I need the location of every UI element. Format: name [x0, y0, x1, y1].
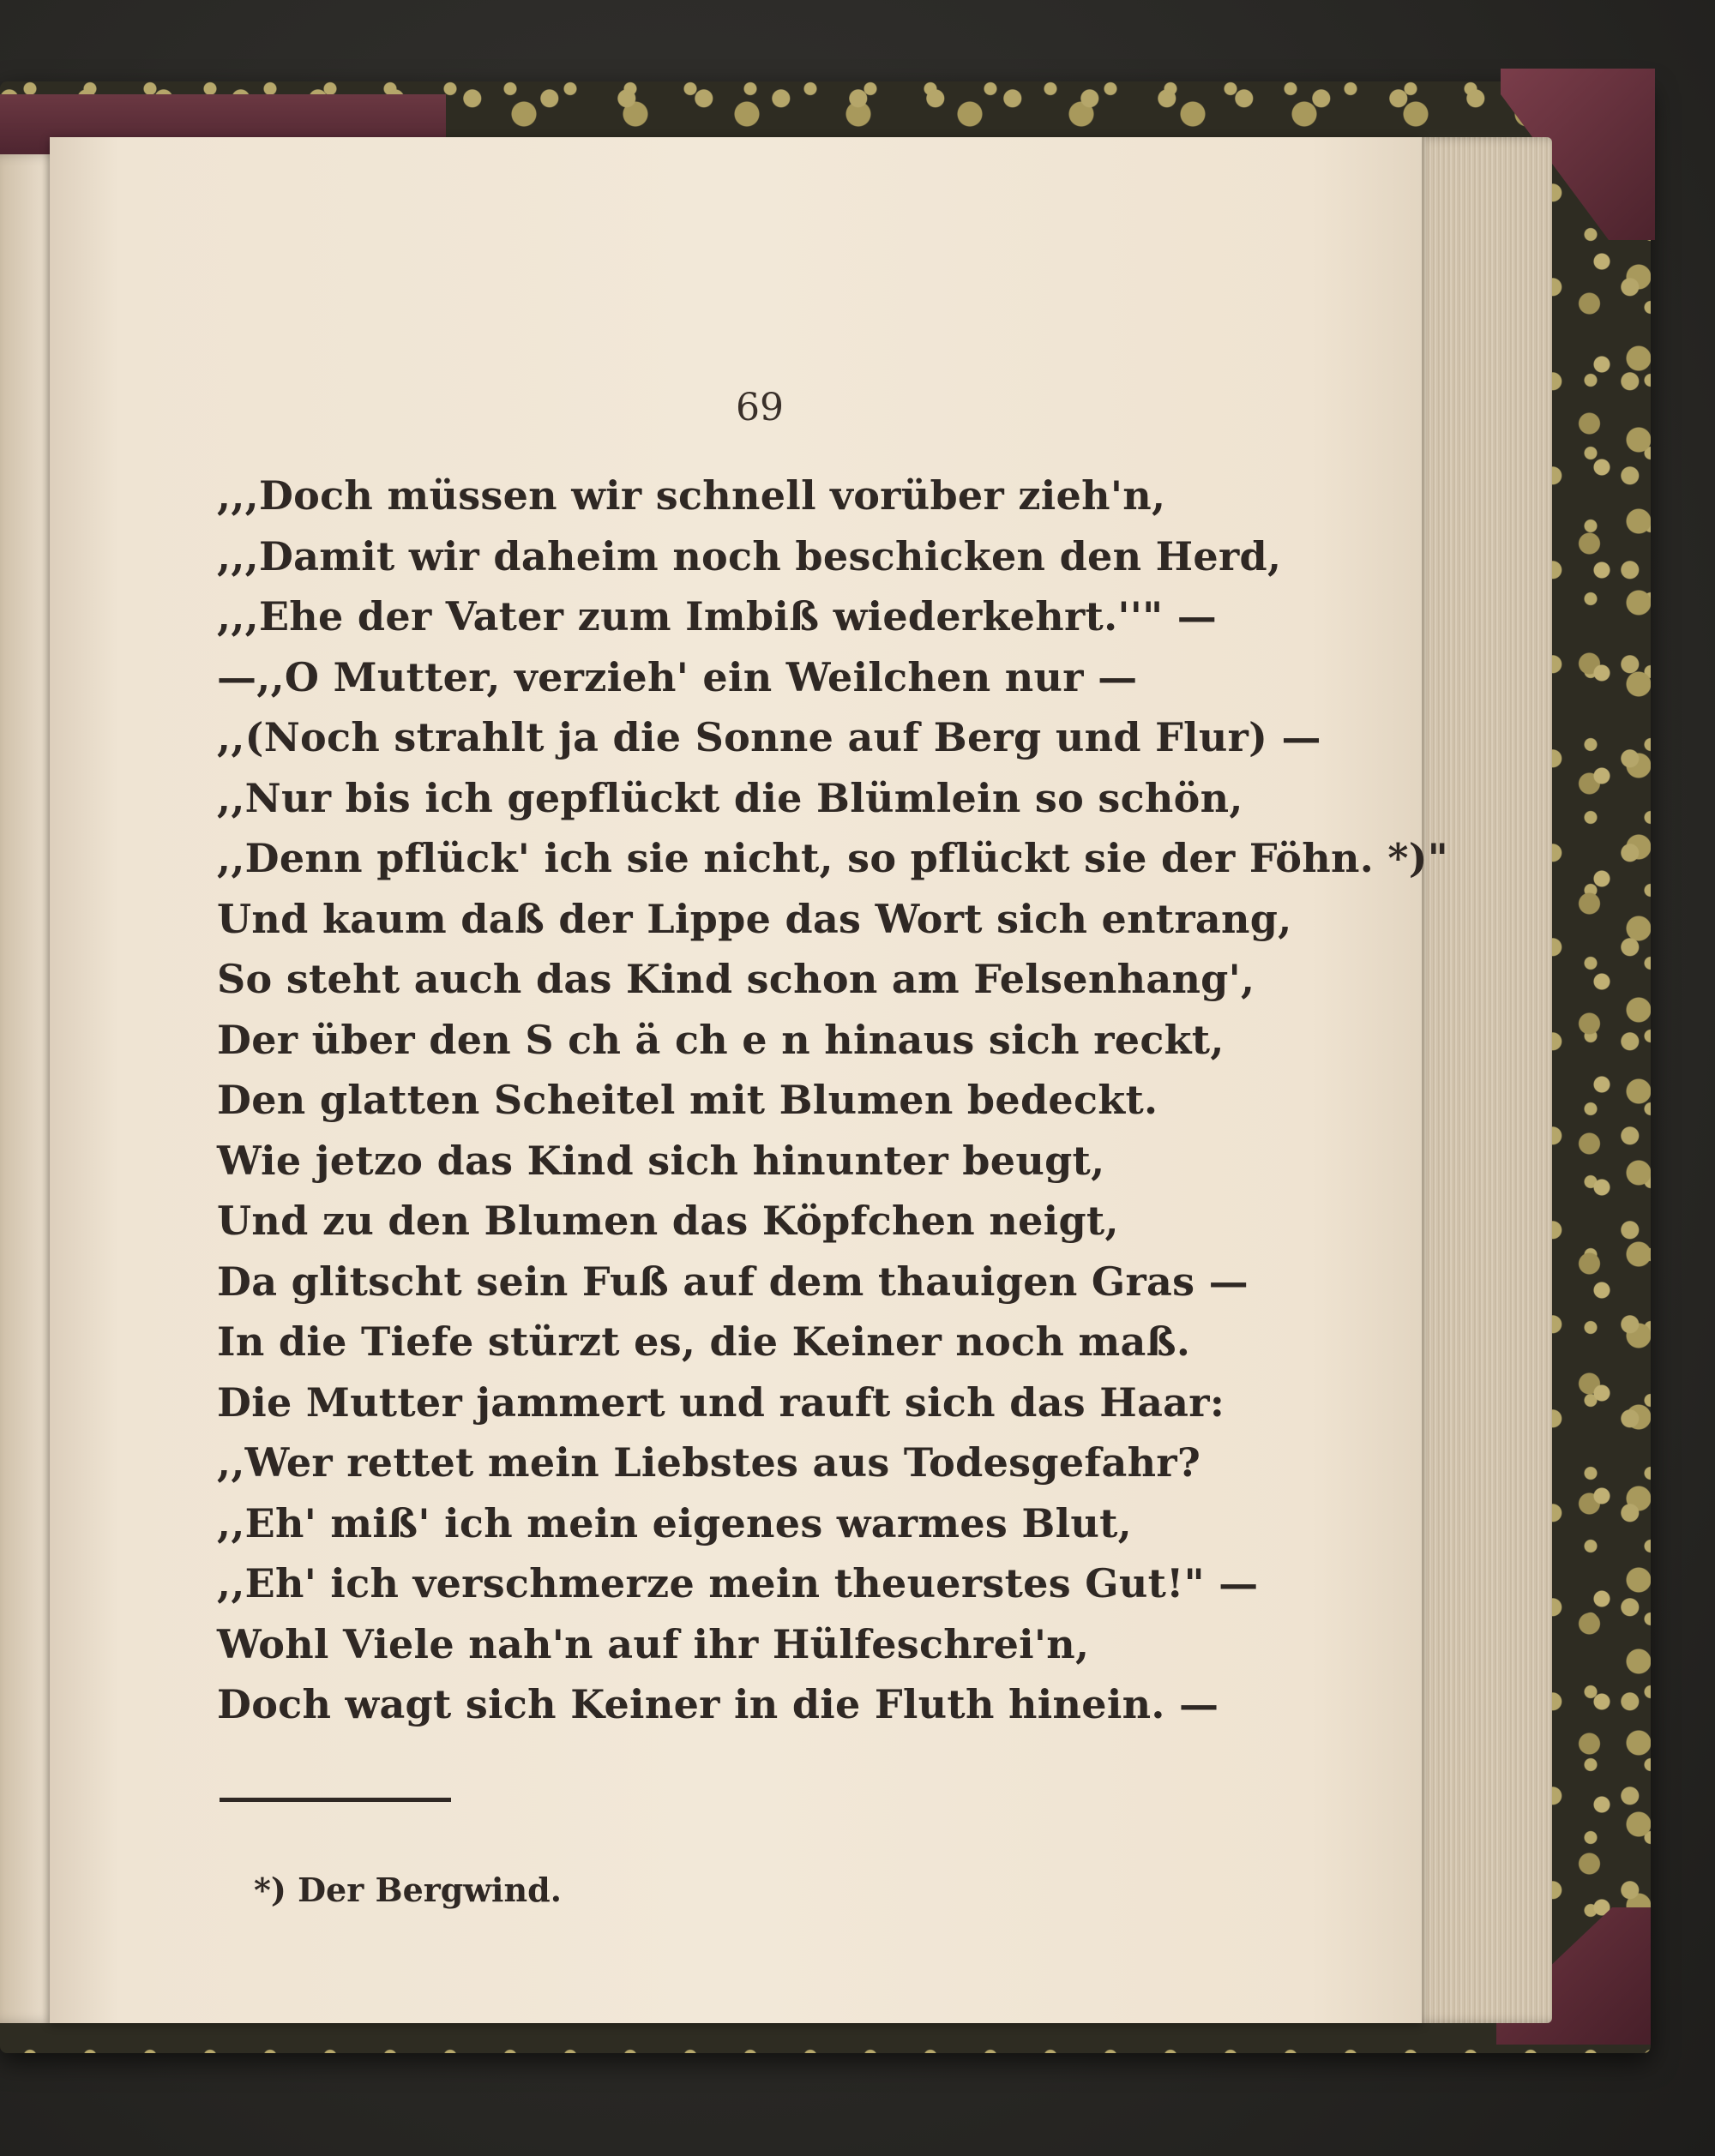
poem-line: ,,(Noch strahlt ja die Sonne auf Berg und Flur) — — [217, 714, 1321, 760]
poem-line: Und zu den Blumen das Köpfchen neigt, — [217, 1198, 1119, 1244]
poem-line: ,,,Doch müssen wir schnell vorüber zieh'n, — [217, 472, 1166, 519]
poem-line: Die Mutter jammert und rauft sich das Haar: — [217, 1378, 1225, 1426]
poem-line: Der über den S ch ä ch e n hinaus sich reckt, — [217, 1016, 1225, 1063]
poem-line: ,,,Ehe der Vater zum Imbiß wiederkehrt.''" — — [217, 593, 1218, 640]
poem-line: ,,Denn pflück' ich sie nicht, so pflückt sie der Föhn. *)" — [217, 835, 1449, 881]
poem-line: In die Tiefe stürzt es, die Keiner noch maß. — [217, 1318, 1191, 1365]
poem-line: Da glitscht sein Fuß auf dem thauigen Gras — — [217, 1258, 1249, 1305]
book-page — [50, 137, 1449, 2023]
poem-line: Wohl Viele nah'n auf ihr Hülfeschrei'n, — [217, 1620, 1090, 1667]
poem-line: ,,Eh' miß' ich mein eigenes warmes Blut, — [217, 1499, 1132, 1546]
page-number: 69 — [736, 386, 784, 429]
poem-line: ,,Wer rettet mein Liebstes aus Todesgefahr? — [217, 1439, 1201, 1486]
poem-line: Und kaum daß der Lippe das Wort sich entrang, — [217, 895, 1292, 942]
poem-line: Doch wagt sich Keiner in die Fluth hinein. — — [217, 1681, 1219, 1727]
poem-line: ,,Nur bis ich gepflückt die Blümlein so schön, — [217, 774, 1243, 821]
poem-line: So steht auch das Kind schon am Felsenhang', — [217, 956, 1255, 1002]
poem-line: ,,,Damit wir daheim noch beschicken den Herd, — [217, 532, 1282, 580]
footnote: *) Der Bergwind. — [254, 1871, 562, 1909]
poem-line: —,,O Mutter, verzieh' ein Weilchen nur — — [217, 653, 1138, 700]
poem-line: ,,Eh' ich verschmerze mein theuerstes Gut!" — — [217, 1560, 1259, 1606]
poem-line: Wie jetzo das Kind sich hinunter beugt, — [217, 1137, 1105, 1184]
footnote-divider — [220, 1798, 451, 1802]
poem-text — [217, 465, 1448, 1735]
poem-line: Den glatten Scheitel mit Blumen bedeckt. — [217, 1077, 1158, 1123]
